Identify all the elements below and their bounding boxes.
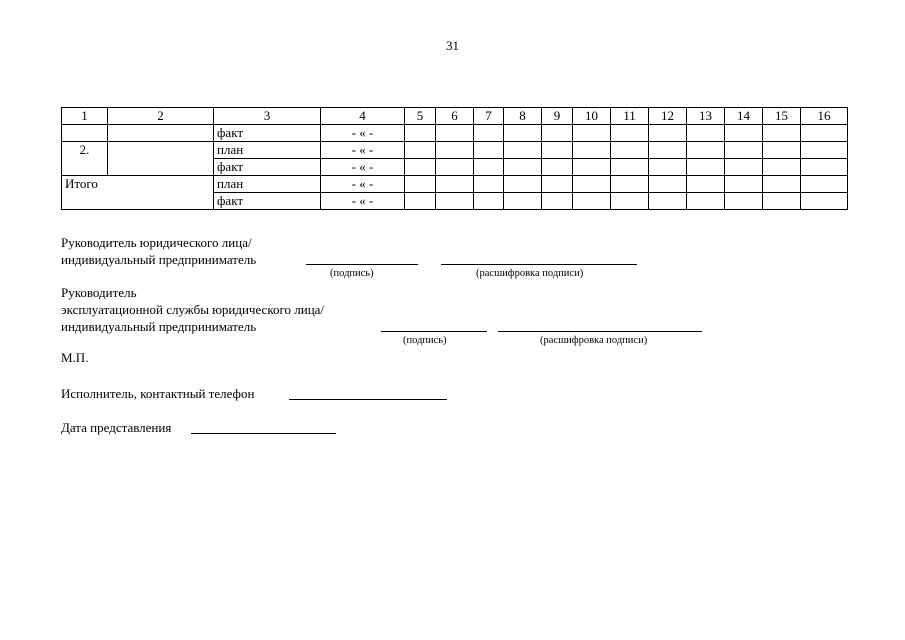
table-cell [108, 125, 214, 142]
indicator-cell: факт [214, 159, 321, 176]
table-cell [573, 176, 611, 193]
ops-decode-line [498, 331, 702, 332]
table-cell [687, 193, 725, 210]
table-cell [763, 125, 801, 142]
table-cell [504, 142, 542, 159]
header-cell: 7 [474, 108, 504, 125]
table-cell [725, 125, 763, 142]
table-row [62, 193, 848, 210]
table-cell [763, 142, 801, 159]
table-cell [573, 142, 611, 159]
table-cell [611, 159, 649, 176]
row-number-cell [62, 159, 108, 176]
table-cell [725, 142, 763, 159]
header-cell: 9 [542, 108, 573, 125]
table-cell [611, 125, 649, 142]
indicator-cell: план [214, 142, 321, 159]
table-row [62, 176, 848, 193]
table-cell [763, 159, 801, 176]
table-row [62, 159, 848, 176]
table-cell [687, 125, 725, 142]
table-cell [801, 193, 848, 210]
table-cell [801, 142, 848, 159]
table-cell [611, 176, 649, 193]
header-cell: 5 [405, 108, 436, 125]
table-cell [474, 142, 504, 159]
table-cell [542, 176, 573, 193]
row-number-cell: 2. [62, 142, 108, 159]
table-cell [405, 125, 436, 142]
header-cell: 2 [108, 108, 214, 125]
table-cell [504, 193, 542, 210]
header-cell: 15 [763, 108, 801, 125]
table-cell [436, 176, 474, 193]
table-cell [763, 176, 801, 193]
ops-title-line3: индивидуальный предприниматель [61, 319, 257, 334]
head-title-line1: Руководитель юридического лица/ [61, 235, 252, 250]
executor-label: Исполнитель, контактный телефон [61, 386, 255, 401]
header-cell: 13 [687, 108, 725, 125]
unit-cell: - « - [321, 142, 405, 159]
table-cell [474, 125, 504, 142]
table-cell [649, 125, 687, 142]
table-cell [649, 193, 687, 210]
table-cell [649, 142, 687, 159]
table-cell [474, 193, 504, 210]
table-cell [573, 125, 611, 142]
table-cell [687, 159, 725, 176]
table-cell [725, 176, 763, 193]
table-cell [687, 176, 725, 193]
table-cell [542, 142, 573, 159]
table-cell [474, 176, 504, 193]
table-cell [649, 159, 687, 176]
table-cell [405, 142, 436, 159]
table-cell [436, 159, 474, 176]
head-title-line2: индивидуальный предприниматель [61, 252, 257, 267]
table-row [62, 142, 848, 159]
total-label-cell: Итого [62, 176, 214, 193]
header-cell: 3 [214, 108, 321, 125]
table-cell [504, 176, 542, 193]
header-cell: 8 [504, 108, 542, 125]
unit-cell: - « - [321, 159, 405, 176]
head-signature-caption: (подпись) [330, 268, 374, 279]
table-cell [504, 125, 542, 142]
ops-decode-caption: (расшифровка подписи) [540, 335, 648, 346]
header-cell: 4 [321, 108, 405, 125]
header-cell: 12 [649, 108, 687, 125]
table-cell [725, 159, 763, 176]
indicator-cell: факт [214, 193, 321, 210]
report-table [61, 107, 848, 210]
indicator-cell: факт [214, 125, 321, 142]
table-cell [763, 193, 801, 210]
page-number: 31 [446, 38, 459, 53]
table-header-row [62, 108, 848, 125]
table-cell [405, 159, 436, 176]
head-signature-line [306, 264, 418, 265]
table-cell [725, 193, 763, 210]
table-cell [108, 159, 214, 176]
table-cell [436, 142, 474, 159]
header-cell: 10 [573, 108, 611, 125]
unit-cell: - « - [321, 176, 405, 193]
ops-title-line2: эксплуатационной службы юридического лица/ [61, 302, 325, 317]
date-label: Дата представления [61, 420, 172, 435]
header-cell: 6 [436, 108, 474, 125]
stamp-mark: М.П. [61, 350, 89, 365]
table-cell [573, 159, 611, 176]
ops-signature-line [381, 331, 487, 332]
table-cell [573, 193, 611, 210]
table-cell [474, 159, 504, 176]
head-decode-caption: (расшифровка подписи) [476, 268, 584, 279]
header-cell: 16 [801, 108, 848, 125]
table-cell [542, 193, 573, 210]
ops-title-line1: Руководитель [61, 285, 137, 300]
table-cell [405, 176, 436, 193]
table-cell [611, 142, 649, 159]
table-cell [801, 159, 848, 176]
executor-phone-line [289, 399, 447, 400]
table-cell [436, 125, 474, 142]
table-cell [542, 159, 573, 176]
total-label-cell [62, 193, 214, 210]
table-cell [687, 142, 725, 159]
header-cell: 1 [62, 108, 108, 125]
table-row [62, 125, 848, 142]
table-cell [611, 193, 649, 210]
table-cell [504, 159, 542, 176]
head-decode-line [441, 264, 637, 265]
table-cell [649, 176, 687, 193]
table-cell [801, 176, 848, 193]
row-number-cell [62, 125, 108, 142]
table-cell [542, 125, 573, 142]
table-cell [405, 193, 436, 210]
date-line [191, 433, 336, 434]
table-cell [436, 193, 474, 210]
header-cell: 11 [611, 108, 649, 125]
header-cell: 14 [725, 108, 763, 125]
indicator-cell: план [214, 176, 321, 193]
unit-cell: - « - [321, 125, 405, 142]
ops-signature-caption: (подпись) [403, 335, 447, 346]
table-cell [801, 125, 848, 142]
unit-cell: - « - [321, 193, 405, 210]
table-cell [108, 142, 214, 159]
